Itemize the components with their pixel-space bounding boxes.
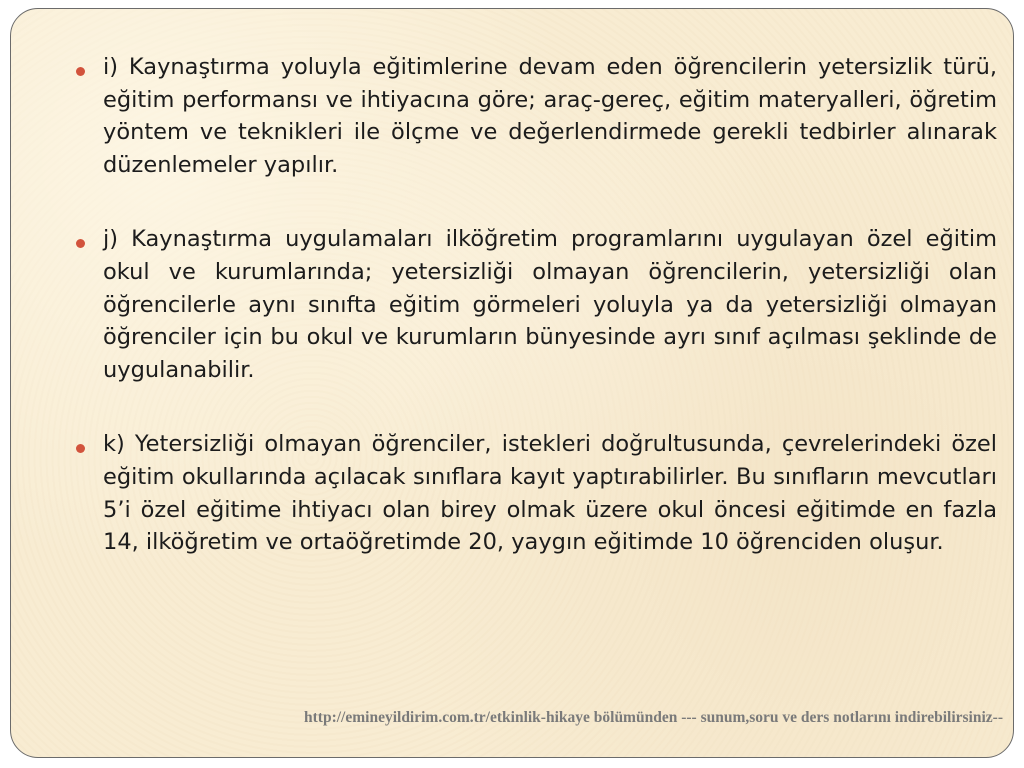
bullet-dot-icon bbox=[76, 444, 85, 453]
bullet-item-k bbox=[73, 428, 997, 558]
slide-frame bbox=[10, 8, 1014, 758]
bullet-dot-icon bbox=[76, 239, 85, 248]
bullet-text-j: j) Kaynaştırma uygulamaları ilköğretim programlarını uygulayan özel eğitim okul ve kurumlarında; yetersizliği olmayan öğrencilerin, yetersizliği olan öğrencilerle aynı sınıfta eğitim görmeleri yoluyla ya da yetersizliği olmayan öğrenciler için bu okul ve kurumların bünyesinde ayrı sınıf açılması şeklinde de uygulanabilir. bbox=[103, 226, 997, 383]
bullet-item-j bbox=[73, 223, 997, 386]
bullet-dot-icon bbox=[76, 67, 85, 76]
bullet-item-i bbox=[73, 51, 997, 181]
bullet-list bbox=[73, 51, 997, 601]
footer-link[interactable]: http://emineyildirim.com.tr/etkinlik-hikaye bölümünden --- sunum,soru ve ders notlarını indirebilirsiniz-- bbox=[304, 709, 1003, 726]
bullet-text-i: i) Kaynaştırma yoluyla eğitimlerine devam eden öğrencilerin yetersizlik türü, eğitim performansı ve ihtiyacına göre; araç-gereç, eğitim materyalleri, öğretim yöntem ve teknikleri ile ölçme ve değerlendirmede gerekli tedbirler alınarak düzenlemeler yapılır. bbox=[103, 54, 997, 178]
bullet-text-k: k) Yetersizliği olmayan öğrenciler, istekleri doğrultusunda, çevrelerindeki özel eğitim okullarında açılacak sınıflara kayıt yaptırabilirler. Bu sınıfların mevcutları 5’i özel eğitime ihtiyacı olan birey olmak üzere okul öncesi eğitimde en fazla 14, ilköğretim ve ortaöğretimde 20, yaygın eğitimde 10 öğrenciden oluşur. bbox=[103, 431, 997, 556]
